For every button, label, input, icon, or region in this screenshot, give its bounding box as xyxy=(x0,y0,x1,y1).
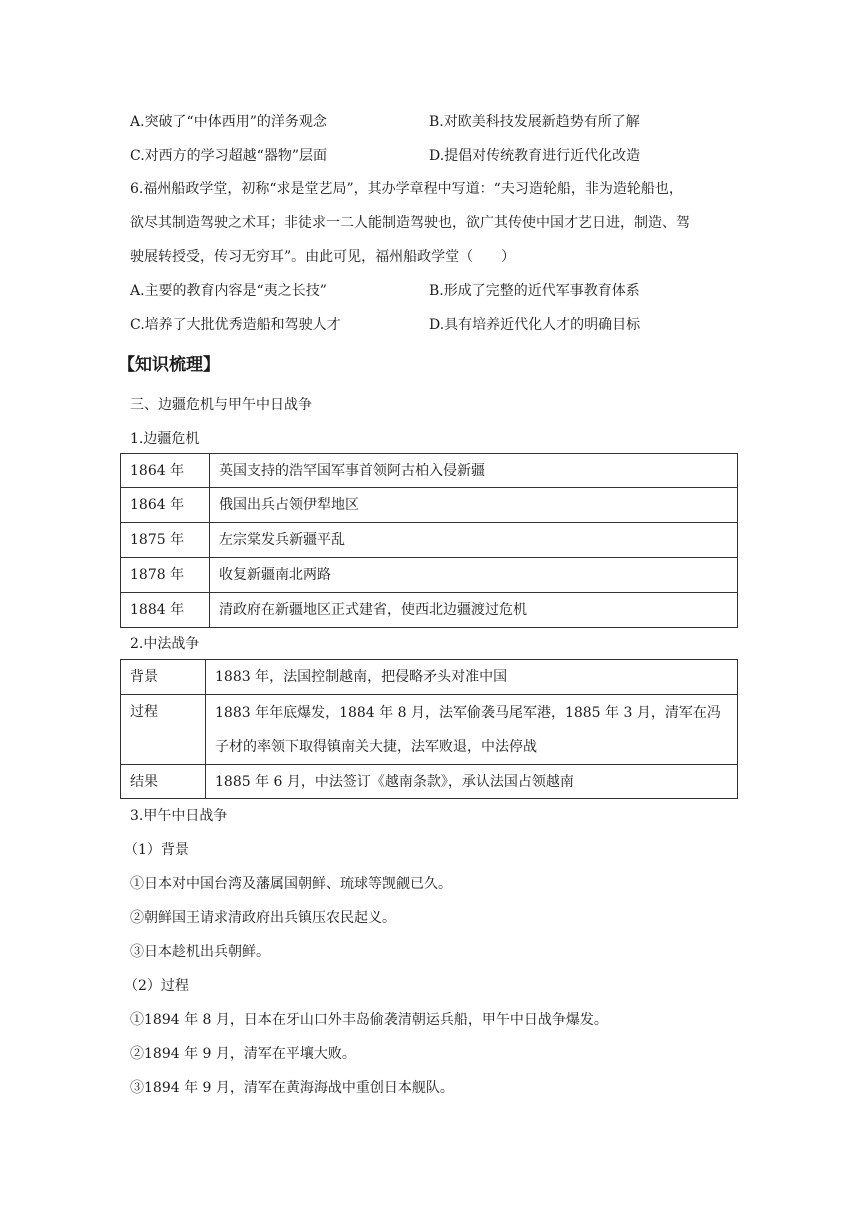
q6-stem-line-3: 驶展转授受，传习无穷耳”。由此可见，福州船政学堂（ ） xyxy=(130,249,516,265)
process-item: ③1894 年 9 月，清军在黄海海战中重创日本舰队。 xyxy=(130,1080,454,1096)
sino-french-process-line-1: 1883 年年底爆发，1884 年 8 月，法军偷袭马尾军港，1885 年 3 月，清军在冯 xyxy=(215,704,721,721)
frontier-year: 1875 年 xyxy=(121,523,210,558)
background-item: ③日本趁机出兵朝鲜。 xyxy=(130,944,270,960)
sino-french-process-line-2: 子材的率领下取得镇南关大捷，法军败退，中法停战 xyxy=(215,738,537,755)
q6-stem-line-2: 欲尽其制造驾驶之术耳；非徒求一二人能制造驾驶也，欲广其传使中国才艺日进，制造、驾 xyxy=(130,215,690,231)
table-row xyxy=(121,695,738,765)
frontier-year: 1864 年 xyxy=(121,488,210,523)
frontier-event: 英国支持的浩罕国军事首领阿古柏入侵新疆 xyxy=(210,454,738,488)
process-title: （2）过程 xyxy=(124,978,189,994)
q6-option-d: D.具有培养近代化人才的明确目标 xyxy=(429,317,641,333)
sino-french-label: 过程 xyxy=(121,695,206,765)
frontier-event: 左宗棠发兵新疆平乱 xyxy=(210,523,738,558)
table-row xyxy=(121,523,738,558)
frontier-event: 俄国出兵占领伊犁地区 xyxy=(210,488,738,523)
sino-french-title: 2.中法战争 xyxy=(130,636,200,652)
q6-option-row-1 xyxy=(130,280,740,300)
q5-option-b: B.对欧美科技发展新趋势有所了解 xyxy=(429,114,640,130)
frontier-title: 1.边疆危机 xyxy=(130,431,200,447)
sino-french-content: 1883 年，法国控制越南，把侵略矛头对准中国 xyxy=(206,660,738,695)
process-item: ①1894 年 8 月，日本在牙山口外丰岛偷袭清朝运兵船，甲午中日战争爆发。 xyxy=(130,1012,608,1028)
process-item: ②1894 年 9 月，清军在平壤大败。 xyxy=(130,1046,356,1062)
q6-option-row-2 xyxy=(130,314,740,334)
background-title: （1）背景 xyxy=(124,842,189,858)
q6-option-b: B.形成了完整的近代军事教育体系 xyxy=(429,283,640,299)
frontier-event: 收复新疆南北两路 xyxy=(210,558,738,593)
frontier-year: 1864 年 xyxy=(121,454,210,488)
section-3-title: 三、边疆危机与甲午中日战争 xyxy=(130,397,312,413)
table-row xyxy=(121,488,738,523)
section-heading: 【知识梳理】 xyxy=(118,355,220,375)
sino-french-content: 1885 年 6 月，中法签订《越南条款》，承认法国占领越南 xyxy=(206,765,738,799)
table-row xyxy=(121,454,738,488)
q6-option-c: C.培养了大批优秀造船和驾驶人才 xyxy=(130,317,341,333)
q5-option-row-2 xyxy=(130,145,740,165)
sino-japanese-title: 3.甲午中日战争 xyxy=(130,808,228,824)
frontier-event: 清政府在新疆地区正式建省，使西北边疆渡过危机 xyxy=(210,593,738,628)
q5-option-row-1 xyxy=(130,111,740,131)
sino-french-label: 背景 xyxy=(121,660,206,695)
table-row xyxy=(121,593,738,628)
q6-stem-line-1: 6.福州船政学堂，初称“求是堂艺局”，其办学章程中写道：“夫习造轮船，非为造轮船也， xyxy=(130,181,683,197)
background-item: ②朝鲜国王请求清政府出兵镇压农民起义。 xyxy=(130,910,396,926)
q5-option-c: C.对西方的学习超越“器物”层面 xyxy=(130,148,327,164)
frontier-year: 1884 年 xyxy=(121,593,210,628)
q6-option-a: A.主要的教育内容是“夷之长技” xyxy=(130,283,327,299)
table-row xyxy=(121,765,738,799)
sino-french-table xyxy=(120,659,738,799)
q5-option-a: A.突破了“中体西用”的洋务观念 xyxy=(130,114,327,130)
sino-french-label: 结果 xyxy=(121,765,206,799)
frontier-year: 1878 年 xyxy=(121,558,210,593)
background-item: ①日本对中国台湾及藩属国朝鲜、琉球等觊觎已久。 xyxy=(130,876,452,892)
table-row xyxy=(121,660,738,695)
sino-french-content xyxy=(206,695,738,765)
frontier-table xyxy=(120,453,738,628)
q5-option-d: D.提倡对传统教育进行近代化改造 xyxy=(429,148,641,164)
table-row xyxy=(121,558,738,593)
